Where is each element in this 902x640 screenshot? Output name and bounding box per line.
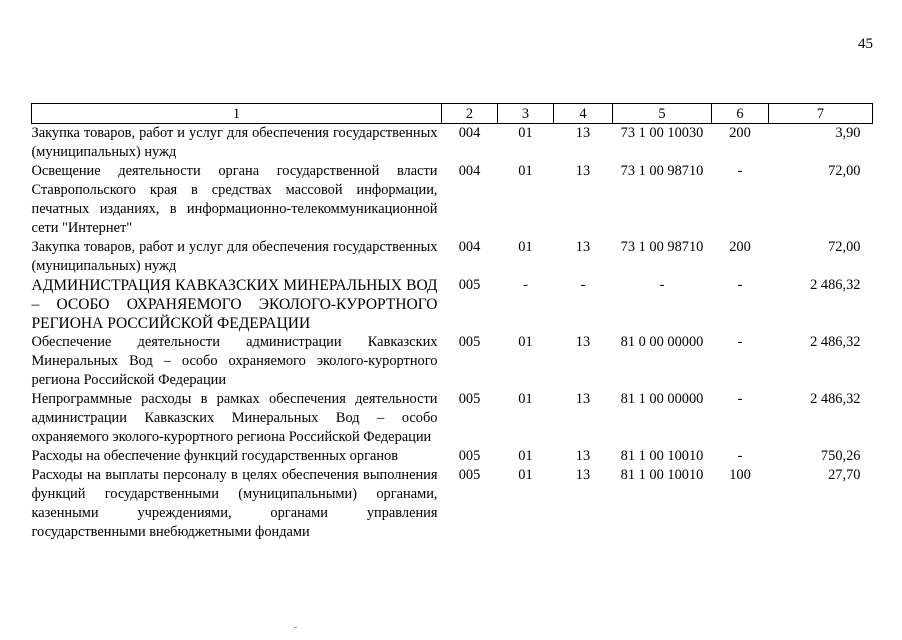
table-row [32, 466, 873, 542]
row-expense-type: - [737, 163, 743, 179]
row-admin-code: 004 [458, 163, 481, 179]
row-section: 01 [518, 239, 533, 255]
table-row [32, 238, 873, 276]
row-name: Расходы на выплаты персоналу в целях обеспечения выполнения функций государственными (муниципальными) органами, казенными учреждениями, органами управления государственными внебюджетными фондами [31, 467, 438, 540]
row-expense-type: - [737, 277, 743, 293]
row-admin-code: 005 [458, 391, 481, 407]
row-amount: 72,00 [828, 163, 861, 179]
row-admin-code: 005 [458, 334, 481, 350]
row-amount: 3,90 [835, 125, 861, 141]
row-expense-type: 100 [729, 467, 751, 483]
row-target-article: - [659, 277, 665, 293]
row-target-article: 73 1 00 98710 [620, 239, 704, 255]
row-name: АДМИНИСТРАЦИЯ КАВКАЗСКИХ МИНЕРАЛЬНЫХ ВОД – ОСОБО ОХРАНЯЕМОГО ЭКОЛОГО-КУРОРТНОГО РЕГИОНА РОССИЙСКОЙ ФЕДЕРАЦИИ [31, 277, 438, 332]
row-subsection: 13 [575, 334, 591, 350]
row-expense-type: - [737, 391, 743, 407]
row-target-article: 81 1 00 10010 [620, 467, 704, 483]
row-section: - [523, 277, 528, 293]
header-col-5: 5 [613, 104, 712, 124]
row-expense-type: 200 [729, 125, 751, 141]
row-subsection: 13 [575, 125, 591, 141]
table-row-section-heading [32, 276, 873, 333]
row-target-article: 81 1 00 00000 [620, 391, 704, 407]
row-amount: 27,70 [828, 467, 861, 483]
row-admin-code: 005 [458, 467, 481, 483]
scan-artifact [294, 627, 297, 628]
row-expense-type: 200 [729, 239, 751, 255]
row-section: 01 [518, 448, 533, 464]
row-expense-type: - [737, 448, 743, 464]
table-row [32, 447, 873, 466]
row-amount: 2 486,32 [810, 391, 861, 407]
row-admin-code: 004 [458, 239, 481, 255]
row-target-article: 73 1 00 10030 [620, 125, 704, 141]
row-target-article: 73 1 00 98710 [620, 163, 704, 179]
row-expense-type: - [737, 334, 743, 350]
table-header-row [32, 104, 873, 124]
row-name: Расходы на обеспечение функций государственных органов [31, 448, 399, 464]
row-subsection: 13 [575, 448, 591, 464]
row-section: 01 [518, 125, 533, 141]
row-name: Обеспечение деятельности администрации Кавказских Минеральных Вод – особо охраняемого эколого-курортного региона Российской Федерации [31, 334, 438, 388]
table-row [32, 162, 873, 238]
budget-table [31, 103, 873, 542]
header-col-1: 1 [32, 104, 442, 124]
row-name: Освещение деятельности органа государственной власти Ставропольского края в средствах массовой информации, печатных изданиях, в информационно-телекоммуникационной сети "Интернет" [31, 163, 438, 236]
header-col-7: 7 [769, 104, 873, 124]
row-subsection: 13 [575, 391, 591, 407]
page-number: 45 [858, 36, 873, 52]
header-col-4: 4 [554, 104, 613, 124]
row-target-article: 81 1 00 10010 [620, 448, 704, 464]
row-section: 01 [518, 163, 533, 179]
row-name: Закупка товаров, работ и услуг для обеспечения государственных (муниципальных) нужд [31, 239, 438, 274]
row-subsection: 13 [575, 467, 591, 483]
table-row [32, 124, 873, 163]
row-amount: 750,26 [820, 448, 861, 464]
row-amount: 2 486,32 [810, 277, 861, 293]
row-subsection: 13 [575, 239, 591, 255]
row-section: 01 [518, 467, 533, 483]
row-admin-code: 004 [458, 125, 481, 141]
row-subsection: - [580, 277, 586, 293]
table-row [32, 333, 873, 390]
row-section: 01 [518, 334, 533, 350]
row-name: Закупка товаров, работ и услуг для обеспечения государственных (муниципальных) нужд [31, 125, 438, 160]
row-name: Непрограммные расходы в рамках обеспечения деятельности администрации Кавказских Минеральных Вод – особо охраняемого эколого-курортного региона Российской Федерации [31, 391, 438, 445]
row-admin-code: 005 [458, 277, 481, 293]
table-row [32, 390, 873, 447]
header-col-3: 3 [498, 104, 554, 124]
header-col-2: 2 [442, 104, 498, 124]
row-amount: 72,00 [828, 239, 861, 255]
row-amount: 2 486,32 [810, 334, 861, 350]
row-target-article: 81 0 00 00000 [620, 334, 704, 350]
row-section: 01 [518, 391, 533, 407]
row-subsection: 13 [575, 163, 591, 179]
header-col-6: 6 [712, 104, 769, 124]
row-admin-code: 005 [458, 448, 481, 464]
